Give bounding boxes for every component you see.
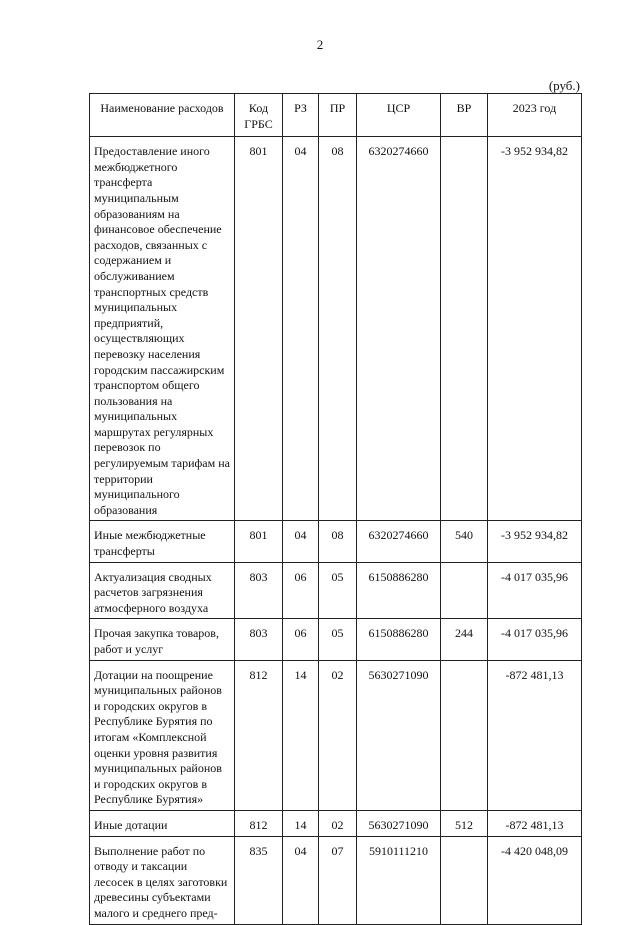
row-name: Дотации на поощрение муниципальных районов и городских округов в Республике Бурятия по итогам «Комплексной оценки уровня развития муниципальных районов и городских округов в Республике Бурятия» bbox=[90, 660, 235, 810]
table-row bbox=[90, 836, 582, 924]
budget-table bbox=[89, 93, 582, 925]
table-row bbox=[90, 810, 582, 836]
row-grbs: 803 bbox=[235, 619, 283, 660]
row-csr: 5630271090 bbox=[357, 810, 441, 836]
row-grbs: 812 bbox=[235, 810, 283, 836]
header-vr: ВР bbox=[441, 94, 488, 137]
row-vr bbox=[441, 660, 488, 810]
table-header-row bbox=[90, 94, 582, 137]
row-csr: 5630271090 bbox=[357, 660, 441, 810]
row-vr bbox=[441, 137, 488, 521]
row-rz: 04 bbox=[283, 836, 319, 924]
row-pr: 05 bbox=[319, 562, 357, 619]
row-grbs: 812 bbox=[235, 660, 283, 810]
row-name: Иные межбюджетные трансферты bbox=[90, 521, 235, 562]
row-csr: 6150886280 bbox=[357, 562, 441, 619]
row-csr: 6320274660 bbox=[357, 521, 441, 562]
row-csr: 5910111210 bbox=[357, 836, 441, 924]
row-name: Актуализация сводных расчетов загрязнения атмосферного воздуха bbox=[90, 562, 235, 619]
row-grbs: 801 bbox=[235, 137, 283, 521]
row-pr: 08 bbox=[319, 521, 357, 562]
row-amount: -4 420 048,09 bbox=[488, 836, 582, 924]
header-amount: 2023 год bbox=[488, 94, 582, 137]
row-name: Предоставление иного межбюджетного трансферта муниципальным образованиям на финансовое обеспечение расходов, связанных с содержанием и обслуживанием транспортных средств муниципальных предприятий, осуществляющих перевозку населения городским пассажирским транспортом общего пользования на муниципальных маршрутах регулярных перевозок по регулируемым тарифам на территории муниципального образования bbox=[90, 137, 235, 521]
row-name: Прочая закупка товаров, работ и услуг bbox=[90, 619, 235, 660]
row-grbs: 801 bbox=[235, 521, 283, 562]
table-row bbox=[90, 521, 582, 562]
row-csr: 6320274660 bbox=[357, 137, 441, 521]
row-rz: 04 bbox=[283, 137, 319, 521]
page-number: 2 bbox=[316, 37, 324, 52]
table-row bbox=[90, 562, 582, 619]
row-vr: 244 bbox=[441, 619, 488, 660]
header-grbs: Код ГРБС bbox=[235, 94, 283, 137]
row-csr: 6150886280 bbox=[357, 619, 441, 660]
row-rz: 06 bbox=[283, 562, 319, 619]
row-vr bbox=[441, 562, 488, 619]
row-pr: 07 bbox=[319, 836, 357, 924]
table-row bbox=[90, 137, 582, 521]
row-amount: -3 952 934,82 bbox=[488, 521, 582, 562]
row-pr: 02 bbox=[319, 660, 357, 810]
row-amount: -3 952 934,82 bbox=[488, 137, 582, 521]
row-pr: 02 bbox=[319, 810, 357, 836]
row-name: Иные дотации bbox=[90, 810, 235, 836]
row-grbs: 835 bbox=[235, 836, 283, 924]
row-amount: -4 017 035,96 bbox=[488, 619, 582, 660]
row-vr: 540 bbox=[441, 521, 488, 562]
header-rz: РЗ bbox=[283, 94, 319, 137]
header-name: Наименование расходов bbox=[90, 94, 235, 137]
unit-label: (руб.) bbox=[548, 78, 580, 93]
row-amount: -872 481,13 bbox=[488, 810, 582, 836]
row-vr bbox=[441, 836, 488, 924]
table-row bbox=[90, 619, 582, 660]
row-vr: 512 bbox=[441, 810, 488, 836]
row-pr: 05 bbox=[319, 619, 357, 660]
header-csr: ЦСР bbox=[357, 94, 441, 137]
row-amount: -872 481,13 bbox=[488, 660, 582, 810]
row-rz: 04 bbox=[283, 521, 319, 562]
row-name: Выполнение работ по отводу и таксации лесосек в целях заготовки древесины субъектами малого и среднего пред- bbox=[90, 836, 235, 924]
row-rz: 14 bbox=[283, 660, 319, 810]
header-pr: ПР bbox=[319, 94, 357, 137]
row-amount: -4 017 035,96 bbox=[488, 562, 582, 619]
row-pr: 08 bbox=[319, 137, 357, 521]
table-row bbox=[90, 660, 582, 810]
row-rz: 06 bbox=[283, 619, 319, 660]
row-rz: 14 bbox=[283, 810, 319, 836]
row-grbs: 803 bbox=[235, 562, 283, 619]
